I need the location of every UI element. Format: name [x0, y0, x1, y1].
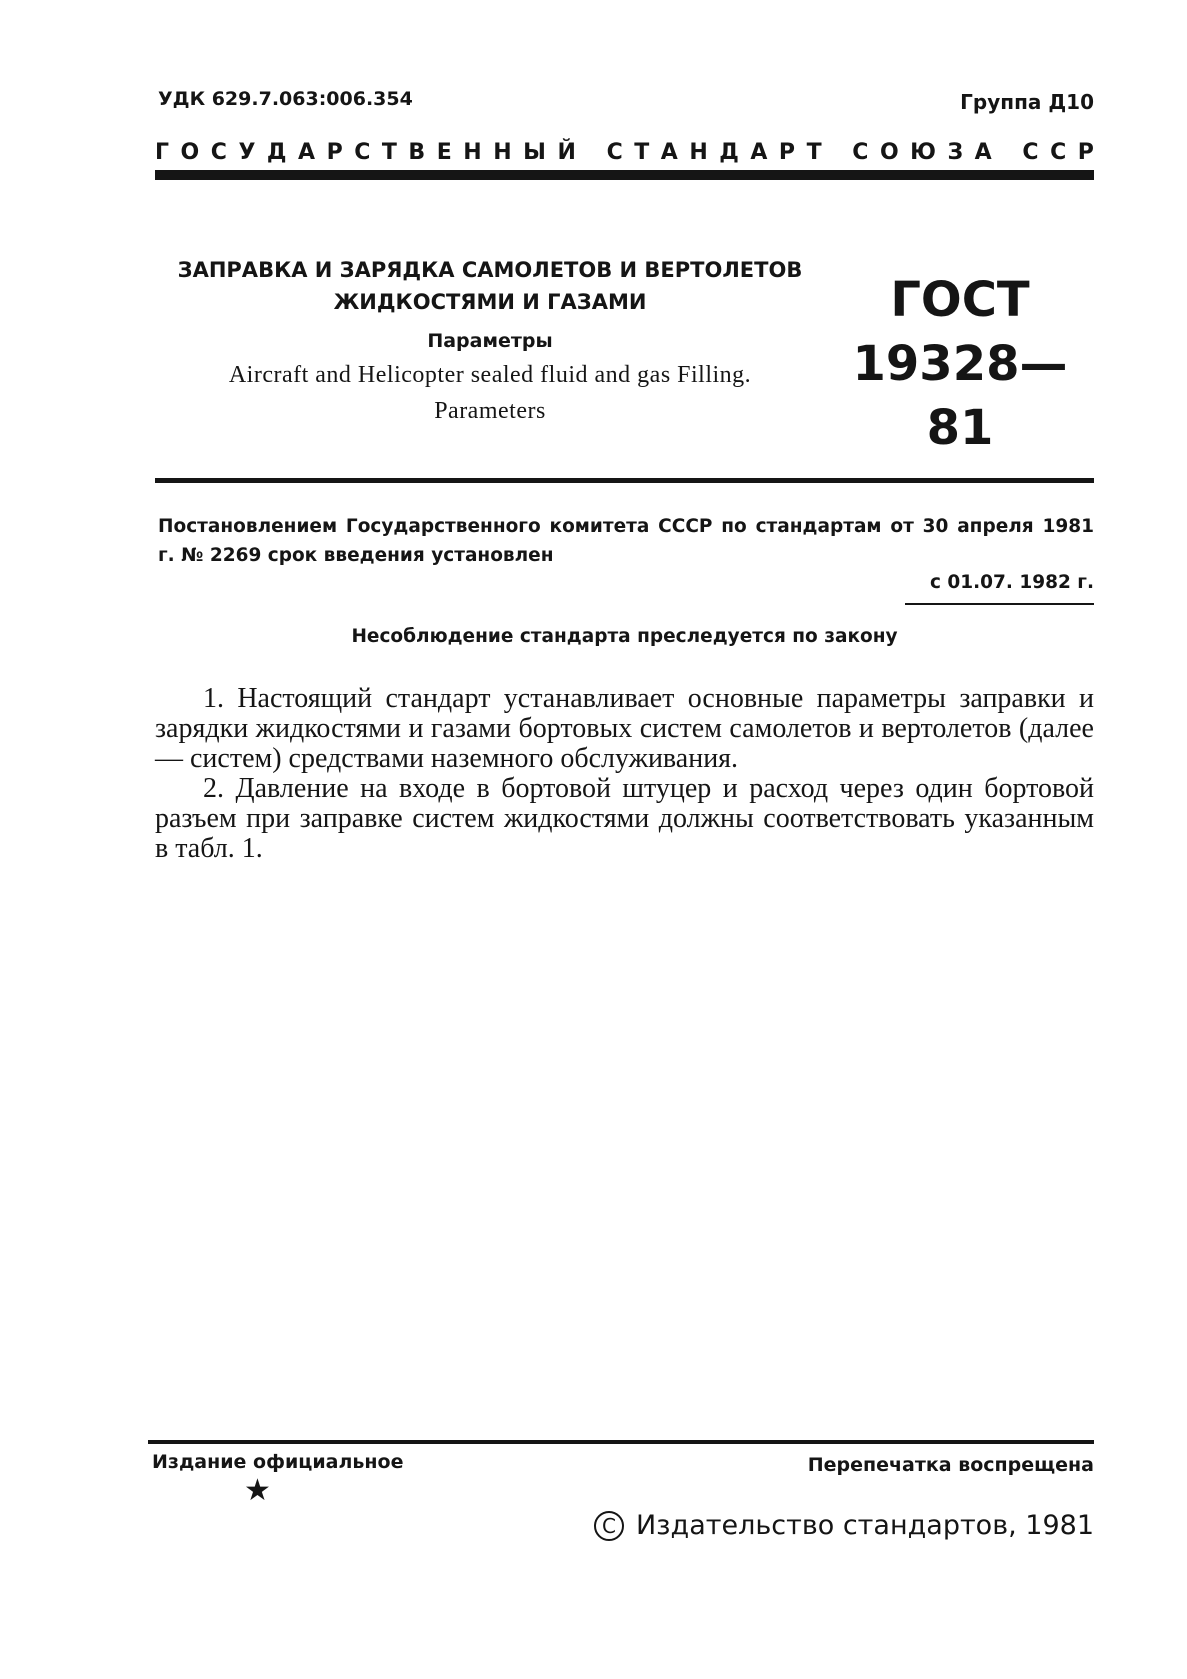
- banner-letter: С: [1022, 140, 1039, 165]
- banner-letter: Н: [493, 140, 512, 165]
- banner-space: [1003, 140, 1011, 165]
- title-en-line1: Aircraft and Helicopter sealed fluid and gas Filling.: [228, 362, 752, 388]
- banner-letter: А: [660, 140, 678, 165]
- banner-space: [587, 140, 595, 165]
- subtitle-ru: Параметры: [427, 330, 553, 352]
- udk-code: УДК 629.7.063:006.354: [158, 88, 413, 110]
- banner-letter: С: [210, 140, 227, 165]
- banner-letter: С: [606, 140, 623, 165]
- paragraph-2: 2. Давление на входе в бортовой штуцер и расход через один бортовой разъем при заправке систем жидкостями должны соответствовать указанным в табл. 1.: [155, 773, 1094, 864]
- copyright-text: Издательство стандартов, 1981: [635, 1510, 1094, 1541]
- footer-rule: [148, 1440, 1094, 1444]
- banner-letter: Р: [778, 140, 796, 165]
- banner-letter: А: [974, 140, 992, 165]
- title-en-line2: Parameters: [434, 398, 546, 424]
- banner-letter: У: [238, 140, 256, 165]
- official-edition: Издание официальное: [152, 1451, 404, 1473]
- banner-letter: В: [408, 140, 426, 165]
- banner-letter: Т: [634, 140, 650, 165]
- date-underline: [905, 603, 1094, 605]
- reprint-notice: Перепечатка воспрещена: [807, 1454, 1094, 1476]
- banner-letter: Т: [806, 140, 822, 165]
- banner-letter: Н: [463, 140, 482, 165]
- banner-letter: Й: [557, 140, 576, 165]
- gost-designation: [840, 268, 1080, 460]
- banner-letter: А: [298, 140, 316, 165]
- copyright-line: [594, 1510, 1094, 1541]
- banner-letter: Д: [719, 140, 739, 165]
- banner-letter: Т: [381, 140, 397, 165]
- title-block: [155, 254, 825, 424]
- gost-number: 19328—81: [852, 336, 1068, 456]
- banner-letter: Н: [689, 140, 708, 165]
- copyright-icon: C: [594, 1511, 624, 1541]
- banner-letter: О: [879, 140, 899, 165]
- body-text: [155, 684, 1094, 864]
- star-icon: ★: [244, 1474, 271, 1507]
- effective-date: с 01.07. 1982 г.: [929, 572, 1094, 593]
- banner-letter: Е: [436, 140, 452, 165]
- legal-warning: Несоблюдение стандарта преследуется по закону: [351, 626, 898, 647]
- gost-label: ГОСТ: [890, 272, 1030, 328]
- banner-letter: С: [354, 140, 371, 165]
- state-standard-banner: [155, 140, 1094, 165]
- banner-letter: З: [947, 140, 964, 165]
- group-code: Группа Д10: [960, 90, 1094, 114]
- title-ru-line2: ЖИДКОСТЯМИ И ГАЗАМИ: [333, 290, 647, 314]
- banner-letter: Ю: [910, 140, 936, 165]
- banner-letter: Г: [155, 140, 170, 165]
- banner-rule: [155, 170, 1094, 180]
- banner-letter: Р: [1077, 140, 1094, 165]
- decree-text: Постановлением Государственного комитета СССР по стандартам от 30 апреля 1981 г. № 2269 срок введения установлен: [158, 516, 1094, 566]
- title-ru-line1: ЗАПРАВКА И ЗАРЯДКА САМОЛЕТОВ И ВЕРТОЛЕТОВ: [177, 258, 803, 282]
- banner-letter: Р: [326, 140, 343, 165]
- banner-letter: А: [750, 140, 768, 165]
- banner-letter: С: [1050, 140, 1067, 165]
- banner-letter: С: [852, 140, 869, 165]
- banner-space: [833, 140, 841, 165]
- paragraph-1: 1. Настоящий стандарт устанавливает основные параметры заправки и зарядки жидкостями и газами бортовых систем самолетов и вертолетов (далее — систем) средствами наземного обслуживания.: [155, 683, 1094, 774]
- title-rule: [155, 478, 1094, 483]
- banner-letter: Д: [266, 140, 287, 165]
- banner-letter: О: [180, 140, 200, 165]
- banner-letter: Ы: [523, 140, 546, 165]
